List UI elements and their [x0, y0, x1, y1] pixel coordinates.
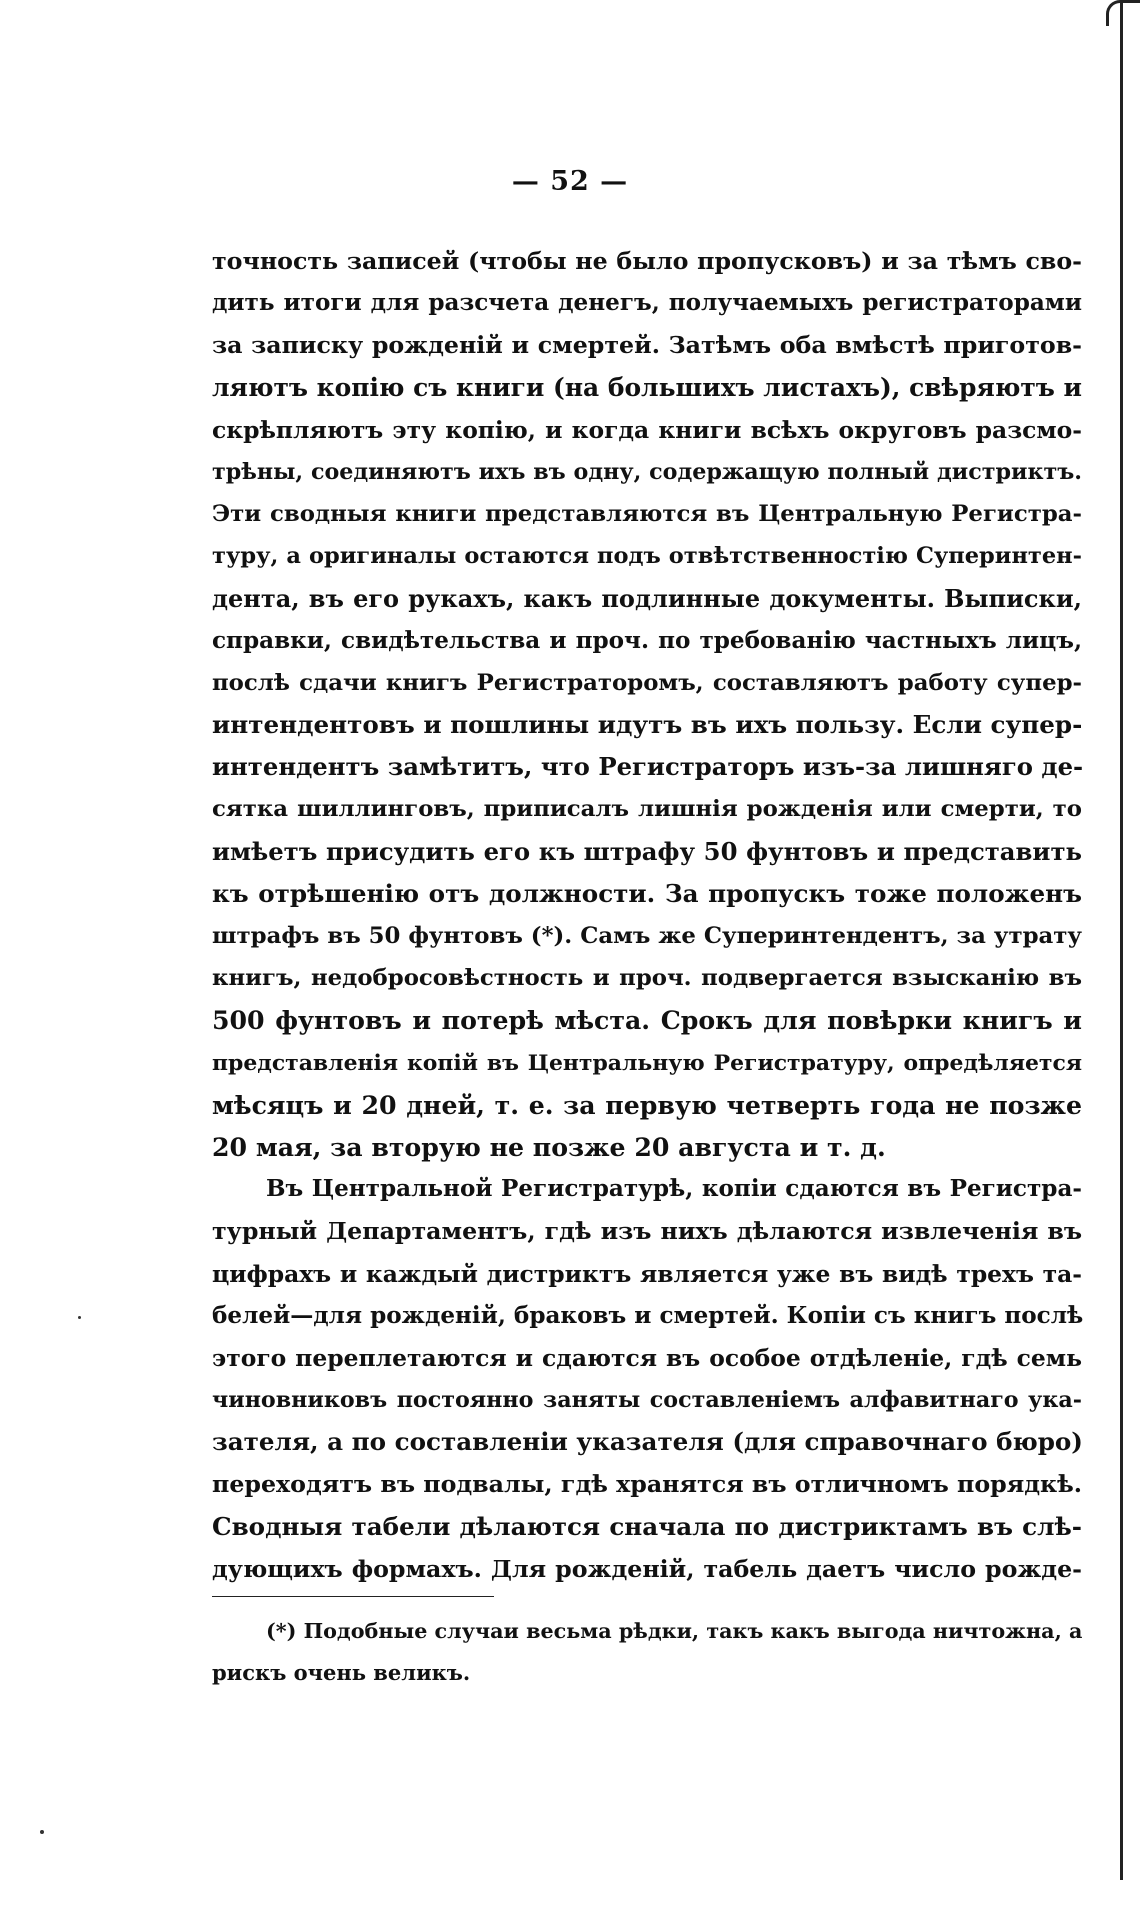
scan-speck — [78, 1316, 81, 1319]
text-line: зателя, а по составленіи указателя (для справочнаго бюро) — [212, 1427, 1083, 1457]
text-line: скрѣпляютъ эту копію, и когда книги всѣхъ округовъ разсмо- — [212, 415, 1082, 444]
scan-speck — [40, 1830, 44, 1834]
text-line: представленія копій въ Центральную Регистратуру, опредѣляется — [212, 1049, 1082, 1076]
text-line: книгъ, недобросовѣстность и проч. подвергается взысканію въ — [212, 965, 1082, 992]
text-line: къ отрѣшенію отъ должности. За пропускъ тоже положенъ — [212, 878, 1082, 908]
text-line: Эти сводныя книги представляются въ Центральную Регистра- — [212, 501, 1082, 528]
body-text — [212, 240, 1082, 1590]
text-line: интендентовъ и пошлины идутъ въ ихъ пользу. Если супер- — [212, 710, 1083, 740]
text-line: чиновниковъ постоянно заняты составленіемъ алфавитнаго ука- — [212, 1387, 1082, 1414]
text-line: точность записей (чтобы не было пропусковъ) и за тѣмъ сво- — [212, 247, 1082, 275]
text-line: дента, въ его рукахъ, какъ подлинные документы. Выписки, — [212, 583, 1082, 613]
footnote-divider — [212, 1596, 494, 1597]
text-line: 20 мая, за вторую не позже 20 августа и т. д. — [212, 1131, 886, 1162]
text-line: трѣны, соединяютъ ихъ въ одну, содержащую полный дистриктъ. — [212, 458, 1082, 485]
page-number: — 52 — — [511, 166, 629, 197]
text-line: имѣетъ присудить его къ штрафу 50 фунтовъ и представить — [212, 836, 1082, 866]
footnote — [212, 1610, 1082, 1694]
text-line: сятка шиллинговъ, приписалъ лишнія рожденія или смерти, то — [212, 796, 1082, 823]
text-line: ляютъ копію съ книги (на большихъ листахъ), свѣряютъ и — [212, 372, 1082, 402]
text-line: Сводныя табели дѣлаются сначала по дистриктамъ въ слѣ- — [212, 1511, 1082, 1541]
text-line: послѣ сдачи книгъ Регистраторомъ, составляютъ работу супер- — [212, 669, 1082, 696]
text-line: мѣсяцъ и 20 дней, т. е. за первую четверть года не позже — [212, 1089, 1082, 1120]
text-line: цифрахъ и каждый дистриктъ является уже въ видѣ трехъ та- — [212, 1259, 1082, 1288]
text-line: 500 фунтовъ и потерѣ мѣста. Срокъ для повѣрки книгъ и — [212, 1005, 1082, 1036]
text-line: турный Департаментъ, гдѣ изъ нихъ дѣлаются извлеченія въ — [212, 1217, 1082, 1246]
text-line: за записку рожденій и смертей. Затѣмъ оба вмѣстѣ приготов- — [212, 331, 1082, 360]
text-line: переходятъ въ подвалы, гдѣ хранятся въ отличномъ порядкѣ. — [212, 1470, 1082, 1499]
text-line: штрафъ въ 50 фунтовъ (*). Самъ же Суперинтендентъ, за утрату — [212, 923, 1082, 949]
text-line: интендентъ замѣтитъ, что Регистраторъ изъ-за лишняго де- — [212, 752, 1084, 782]
text-line: справки, свидѣтельства и проч. по требованію частныхъ лицъ, — [212, 626, 1082, 654]
footnote-line: рискъ очень великъ. — [212, 1660, 471, 1686]
text-line: дующихъ формахъ. Для рожденій, табель даетъ число рожде- — [212, 1554, 1082, 1583]
text-line: этого переплетаются и сдаются въ особое отдѣленіе, гдѣ семь — [212, 1343, 1082, 1372]
text-line: туру, а оригиналы остаются подъ отвѣтственностію Суперинтен- — [212, 543, 1082, 570]
text-line: Въ Центральной Регистратурѣ, копіи сдаются въ Регистра- — [266, 1175, 1082, 1203]
page-edge — [1120, 0, 1140, 1880]
text-line: белей—для рожденій, браковъ и смертей. Копіи съ книгъ послѣ — [212, 1301, 1084, 1329]
text-line: дить итоги для разсчета денегъ, получаемыхъ регистраторами — [212, 289, 1082, 317]
footnote-line: (*) Подобные случаи весьма рѣдки, такъ какъ выгода ничтожна, а — [266, 1619, 1083, 1643]
